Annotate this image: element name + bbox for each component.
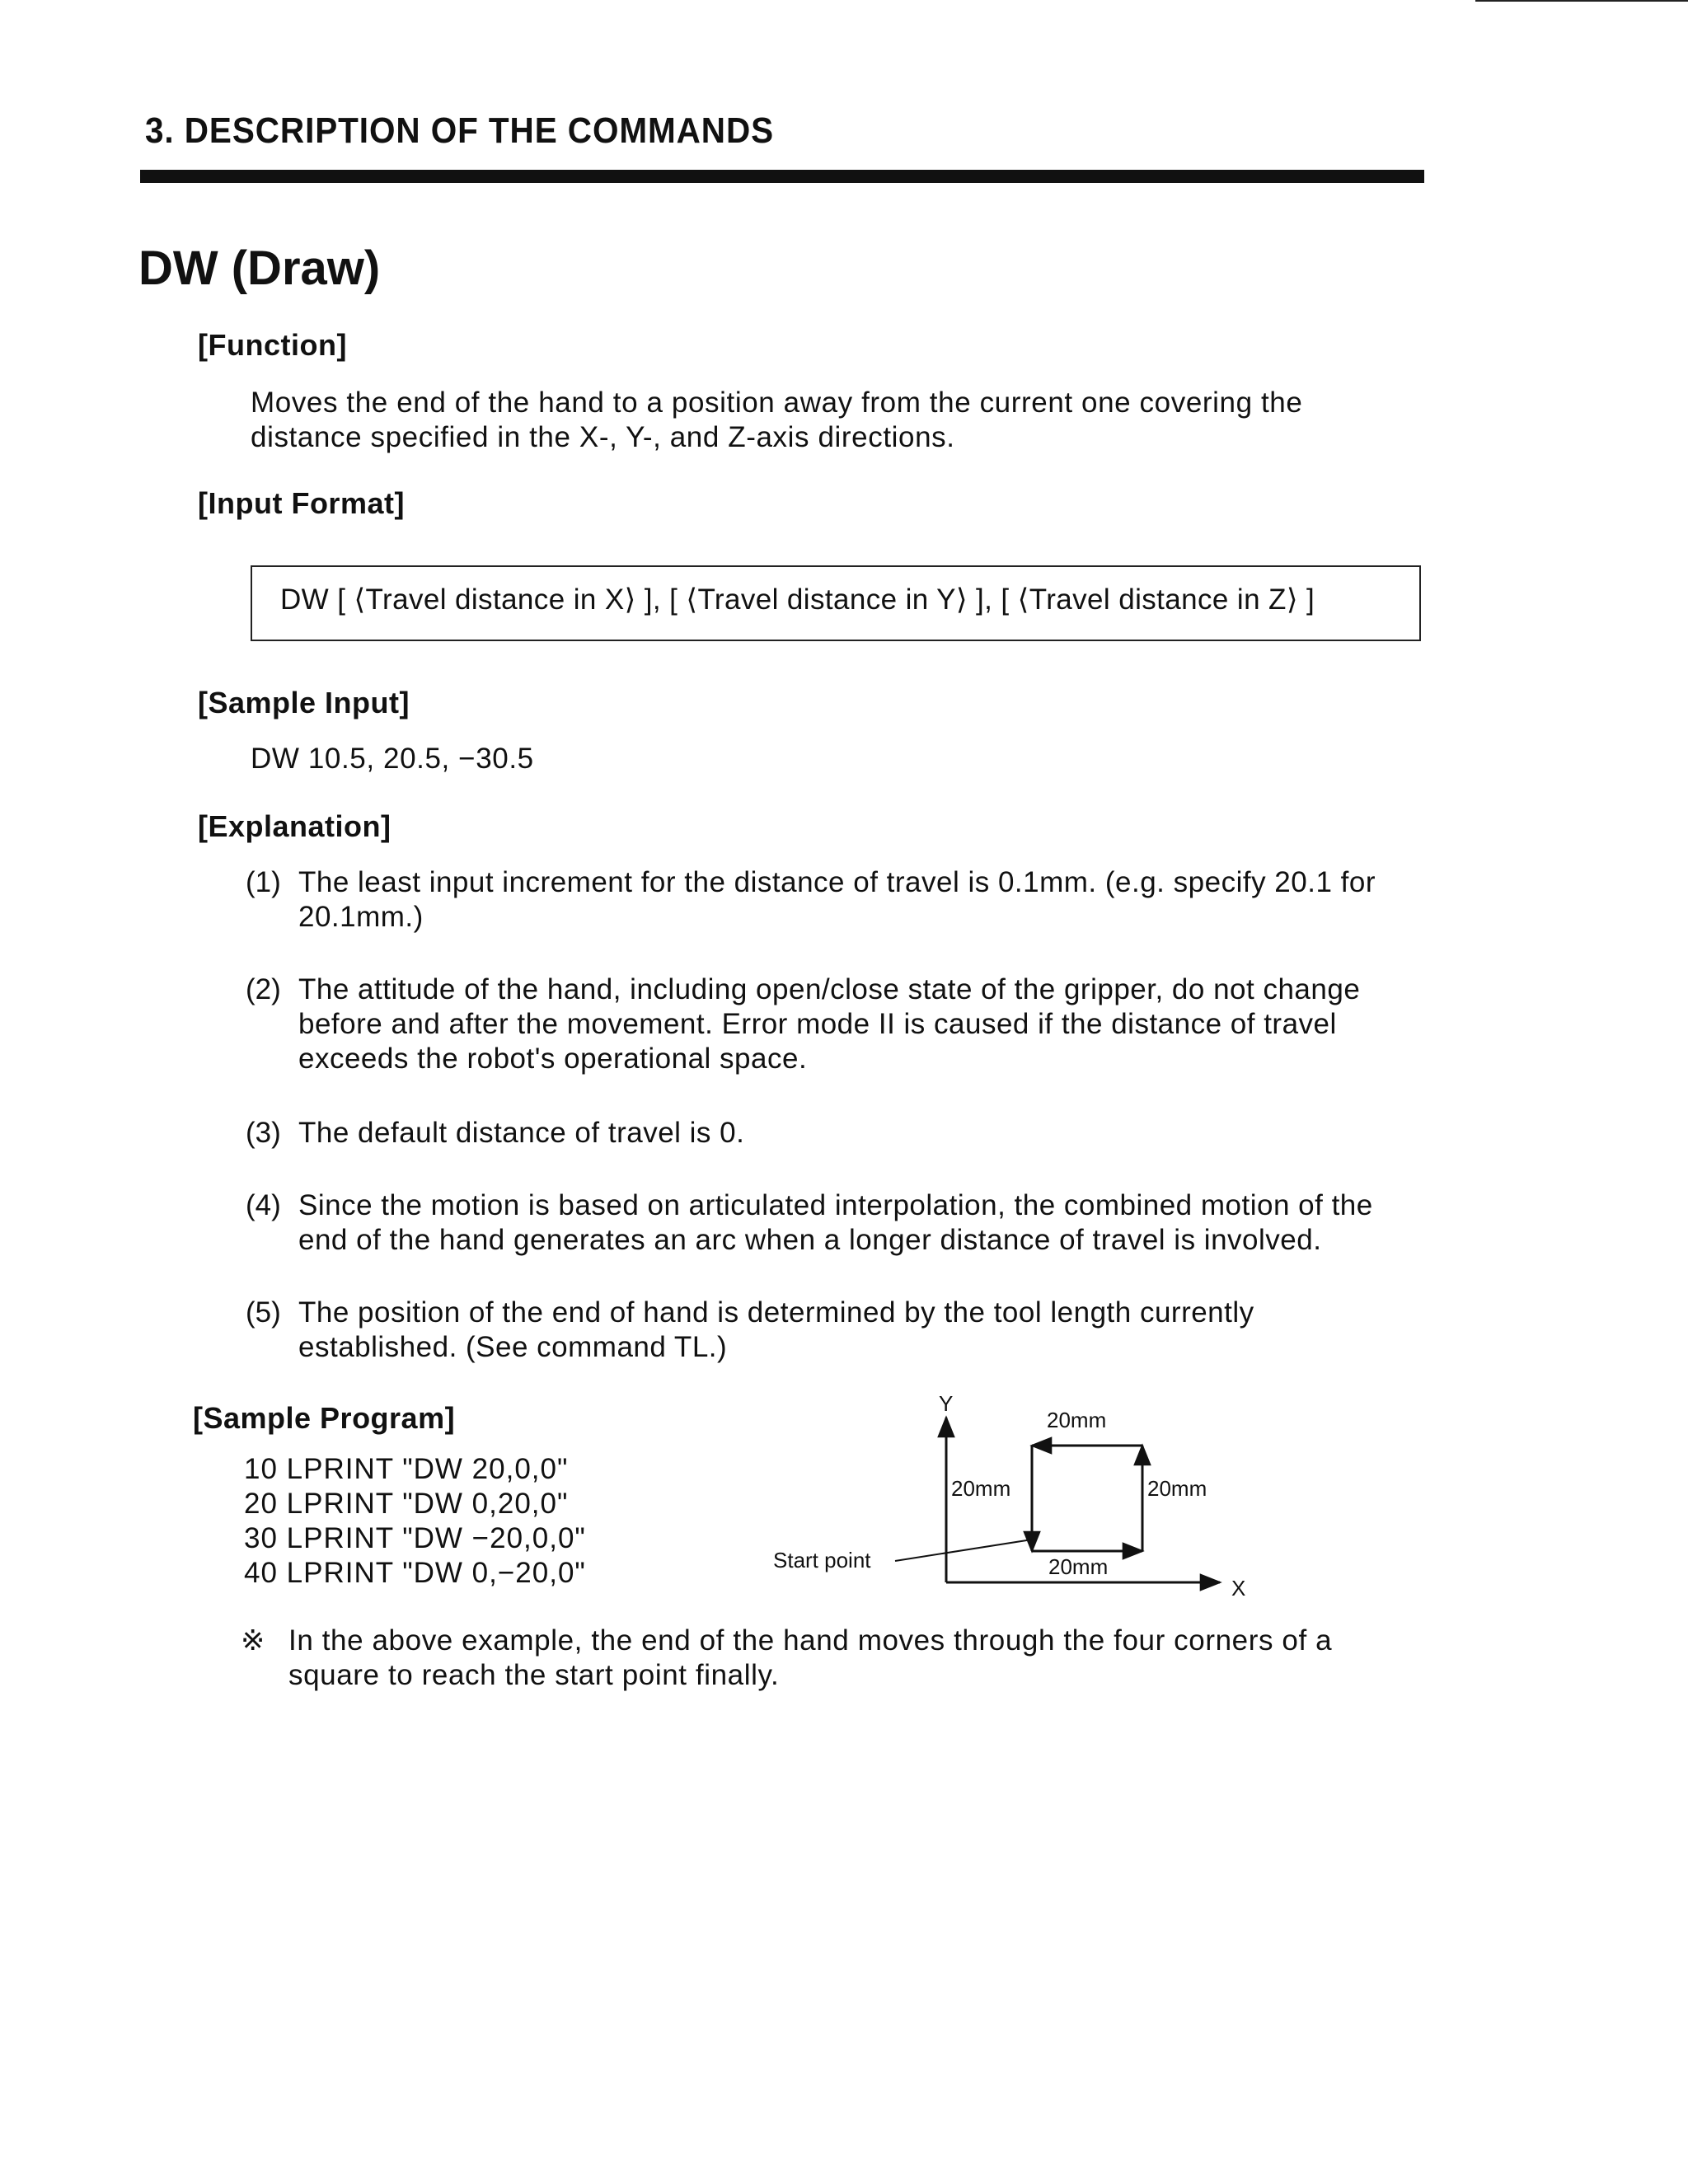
function-label: [Function] [198,328,347,362]
top-dimension-label: 20mm [1047,1408,1107,1432]
sample-program-code [244,1452,586,1591]
code-line: 20 LPRINT "DW 0,20,0" [244,1488,569,1520]
x-axis-label: X [1231,1576,1246,1599]
code-line: 40 LPRINT "DW 0,−20,0" [244,1557,586,1589]
note-line2: square to reach the start point finally. [288,1659,780,1691]
code-line: 30 LPRINT "DW −20,0,0" [244,1522,586,1554]
explanation-line: established. (See command TL.) [298,1331,728,1363]
right-dimension-label: 20mm [1147,1476,1207,1501]
explanation-item [298,972,1403,1076]
note-line1: In the above example, the end of the hand moves through the four corners of a [288,1624,1333,1657]
explanation-item [298,1296,1403,1365]
section-heading: 3. DESCRIPTION OF THE COMMANDS [145,110,775,151]
explanation-item-num: (2) [246,973,281,1005]
explanation-line: The least input increment for the distance of travel is 0.1mm. (e.g. specify 20.1 for [298,866,1376,898]
note-mark: ※ [241,1624,265,1657]
code-line: 10 LPRINT "DW 20,0,0" [244,1453,569,1485]
explanation-item [298,1116,1403,1151]
explanation-line: The default distance of travel is 0. [298,1117,745,1149]
explanation-line: exceeds the robot's operational space. [298,1043,808,1075]
explanation-label: [Explanation] [198,809,392,843]
sample-input-label: [Sample Input] [198,686,410,719]
explanation-line: 20.1mm.) [298,901,424,933]
explanation-item-num: (3) [246,1117,281,1149]
note-text [288,1624,1426,1693]
explanation-item [298,1188,1403,1258]
explanation-line: The position of the end of hand is determined by the tool length currently [298,1296,1254,1329]
bottom-dimension-label: 20mm [1048,1554,1109,1579]
sample-program-label: [Sample Program] [193,1401,456,1435]
explanation-item-num: (4) [246,1189,281,1221]
explanation-line: Since the motion is based on articulated interpolation, the combined motion of the [298,1189,1373,1221]
explanation-line: end of the hand generates an arc when a longer distance of travel is involved. [298,1224,1322,1256]
y-axis-label: Y [939,1391,954,1416]
left-dimension-label: 20mm [951,1476,1011,1501]
function-text [251,386,1429,455]
section-rule [140,170,1424,183]
sample-input-text: DW 10.5, 20.5, −30.5 [251,743,534,775]
explanation-item [298,865,1403,935]
command-title: DW (Draw) [138,241,381,295]
square-path-diagram [758,1385,1269,1599]
corner-rule [1475,0,1688,2]
explanation-line: The attitude of the hand, including open/close state of the gripper, do not change [298,973,1361,1005]
input-format-syntax: DW [ ⟨Travel distance in X⟩ ], [ ⟨Travel distance in Y⟩ ], [ ⟨Travel distance in Z⟩ ] [280,583,1315,616]
explanation-item-num: (5) [246,1296,281,1329]
function-text-line1: Moves the end of the hand to a position away from the current one covering the [251,387,1303,419]
start-point-leader [895,1540,1032,1561]
explanation-line: before and after the movement. Error mode II is caused if the distance of travel [298,1008,1337,1040]
function-text-line2: distance specified in the X-, Y-, and Z-axis directions. [251,421,955,453]
explanation-item-num: (1) [246,866,281,898]
input-format-label: [Input Format] [198,486,405,520]
start-point-label: Start point [773,1548,871,1572]
